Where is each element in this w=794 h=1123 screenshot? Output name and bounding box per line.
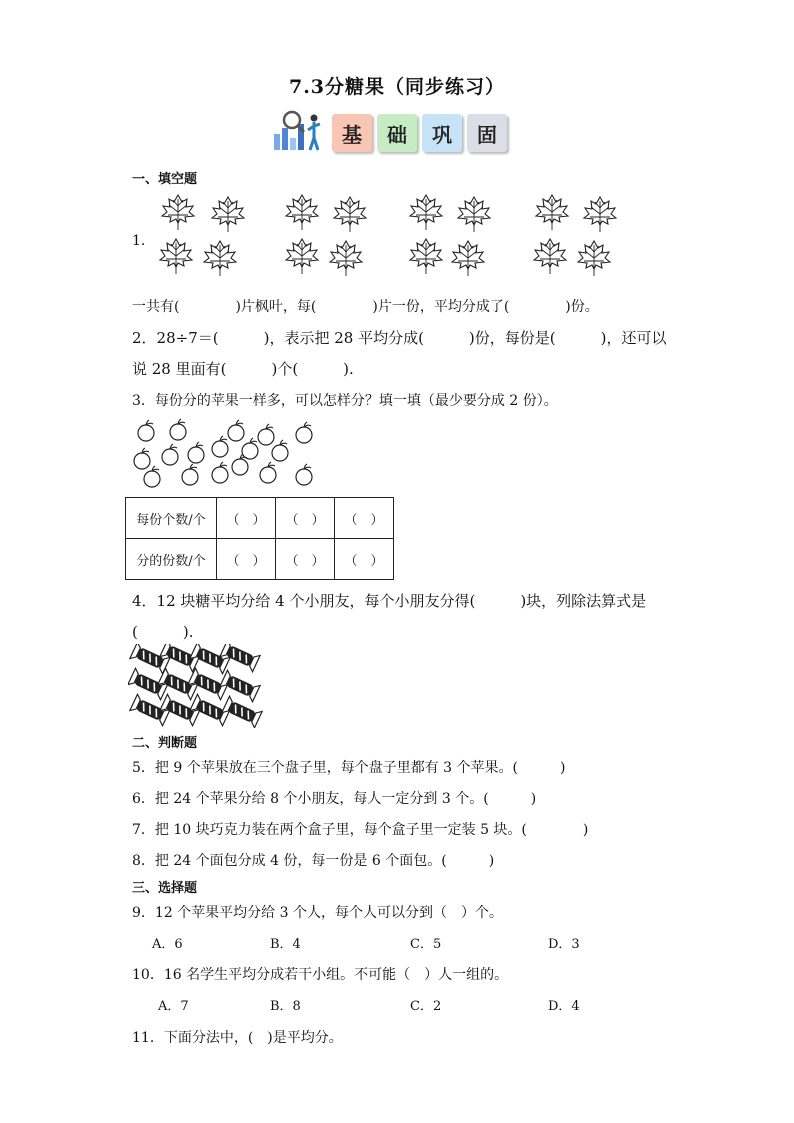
answer-cell[interactable]: （ ） xyxy=(217,498,276,539)
analytics-illustration-icon xyxy=(270,106,328,156)
apple-icon xyxy=(212,436,228,457)
apples-illustration xyxy=(128,418,328,493)
apple-icon xyxy=(232,454,248,475)
question-1-text: 一共有( )片枫叶，每( )片一份，平均分成了( )份。 xyxy=(132,299,599,315)
section-heading-fill-blanks: 一、填空题 xyxy=(132,172,198,187)
maple-leaf-icon xyxy=(578,241,610,276)
question-2-line-2: 说 28 里面有( )个( ). xyxy=(132,360,354,378)
answer-cell[interactable]: （ ） xyxy=(276,498,335,539)
apple-icon xyxy=(296,464,312,485)
banner-char-2: 础 xyxy=(377,114,417,152)
banner-char-3: 巩 xyxy=(422,114,462,152)
question-9-option-a[interactable]: A．6 xyxy=(152,937,183,952)
question-10-text: 10．16 名学生平均分成若干小组。不可能（ ）人一组的。 xyxy=(132,967,509,983)
maple-leaves-illustration xyxy=(150,188,630,283)
banner-char-1: 基 xyxy=(332,114,372,152)
maple-leaf-icon xyxy=(334,197,366,232)
question-9-option-d[interactable]: D．3 xyxy=(548,937,580,952)
question-10-option-b[interactable]: B．8 xyxy=(270,999,301,1014)
row-label-shares: 分的份数/个 xyxy=(126,539,217,580)
apple-icon xyxy=(134,448,150,469)
section-banner xyxy=(270,106,520,156)
leaf-group-1 xyxy=(160,195,244,276)
apple-icon xyxy=(260,462,276,483)
maple-leaf-icon xyxy=(162,195,194,230)
section-heading-choice: 三、选择题 xyxy=(132,881,198,896)
maple-leaf-icon xyxy=(584,197,616,232)
apple-icon xyxy=(144,466,160,487)
leaf-group-2 xyxy=(286,195,366,276)
maple-leaf-icon xyxy=(330,241,362,276)
leaf-group-3 xyxy=(410,195,490,276)
question-2-line-1: 2．28÷7＝( )，表示把 28 平均分成( )份，每份是( )，还可以 xyxy=(132,329,667,347)
maple-leaf-icon xyxy=(160,239,192,274)
maple-leaf-icon xyxy=(410,239,442,274)
maple-leaf-icon xyxy=(204,241,236,276)
maple-leaf-icon xyxy=(212,197,244,232)
question-1-number: 1． xyxy=(132,233,155,249)
table-row xyxy=(126,498,394,539)
apple-icon xyxy=(228,420,244,441)
question-10-option-c[interactable]: C．2 xyxy=(410,999,442,1014)
row-label-per-share: 每份个数/个 xyxy=(126,498,217,539)
question-8: 8．把 24 个面包分成 4 份，每一份是 6 个面包。( ) xyxy=(132,853,495,869)
maple-leaf-icon xyxy=(458,197,490,232)
division-table xyxy=(125,497,394,580)
maple-leaf-icon xyxy=(452,241,484,276)
candies-illustration xyxy=(128,644,268,728)
answer-cell[interactable]: （ ） xyxy=(276,539,335,580)
apple-icon xyxy=(162,444,178,465)
maple-leaf-icon xyxy=(536,195,568,230)
maple-leaf-icon xyxy=(410,195,442,230)
question-7: 7．把 10 块巧克力装在两个盒子里，每个盒子里一定装 5 块。( ) xyxy=(132,822,589,838)
apple-icon xyxy=(258,424,274,445)
section-heading-judgement: 二、判断题 xyxy=(132,736,198,751)
banner-char-4: 固 xyxy=(467,114,507,152)
question-6: 6．把 24 个苹果分给 8 个小朋友，每人一定分到 3 个。( ) xyxy=(132,791,537,807)
question-10-option-d[interactable]: D．4 xyxy=(548,999,580,1014)
apple-icon xyxy=(296,422,312,443)
question-3-text: 3．每份分的苹果一样多，可以怎样分？填一填（最少要分成 2 份）。 xyxy=(132,393,558,409)
apple-icon xyxy=(242,438,258,459)
apple-icon xyxy=(188,442,204,463)
maple-leaf-icon xyxy=(286,195,318,230)
question-4-line-1: 4．12 块糖平均分给 4 个小朋友，每个小朋友分得( )块，列除法算式是 xyxy=(132,592,647,610)
question-9-text: 9．12 个苹果平均分给 3 个人，每个人可以分到（ ）个。 xyxy=(132,905,503,921)
apple-icon xyxy=(138,420,154,441)
question-10-option-a[interactable]: A．7 xyxy=(158,999,189,1014)
answer-cell[interactable]: （ ） xyxy=(217,539,276,580)
question-11-text: 11．下面分法中，( )是平均分。 xyxy=(132,1030,343,1046)
question-9-option-b[interactable]: B．4 xyxy=(270,937,301,952)
question-5: 5．把 9 个苹果放在三个盘子里，每个盘子里都有 3 个苹果。( ) xyxy=(132,760,566,776)
question-4-line-2: ( ). xyxy=(132,623,194,641)
maple-leaf-icon xyxy=(534,239,566,274)
apple-icon xyxy=(182,464,198,485)
table-row xyxy=(126,539,394,580)
apple-icon xyxy=(170,419,186,440)
answer-cell[interactable]: （ ） xyxy=(335,539,394,580)
question-9-option-c[interactable]: C．5 xyxy=(410,937,442,952)
maple-leaf-icon xyxy=(286,239,318,274)
apple-icon xyxy=(212,462,228,483)
page-title: 7.3分糖果（同步练习） xyxy=(288,76,506,98)
leaf-group-4 xyxy=(534,195,616,276)
apple-icon xyxy=(272,440,288,461)
answer-cell[interactable]: （ ） xyxy=(335,498,394,539)
